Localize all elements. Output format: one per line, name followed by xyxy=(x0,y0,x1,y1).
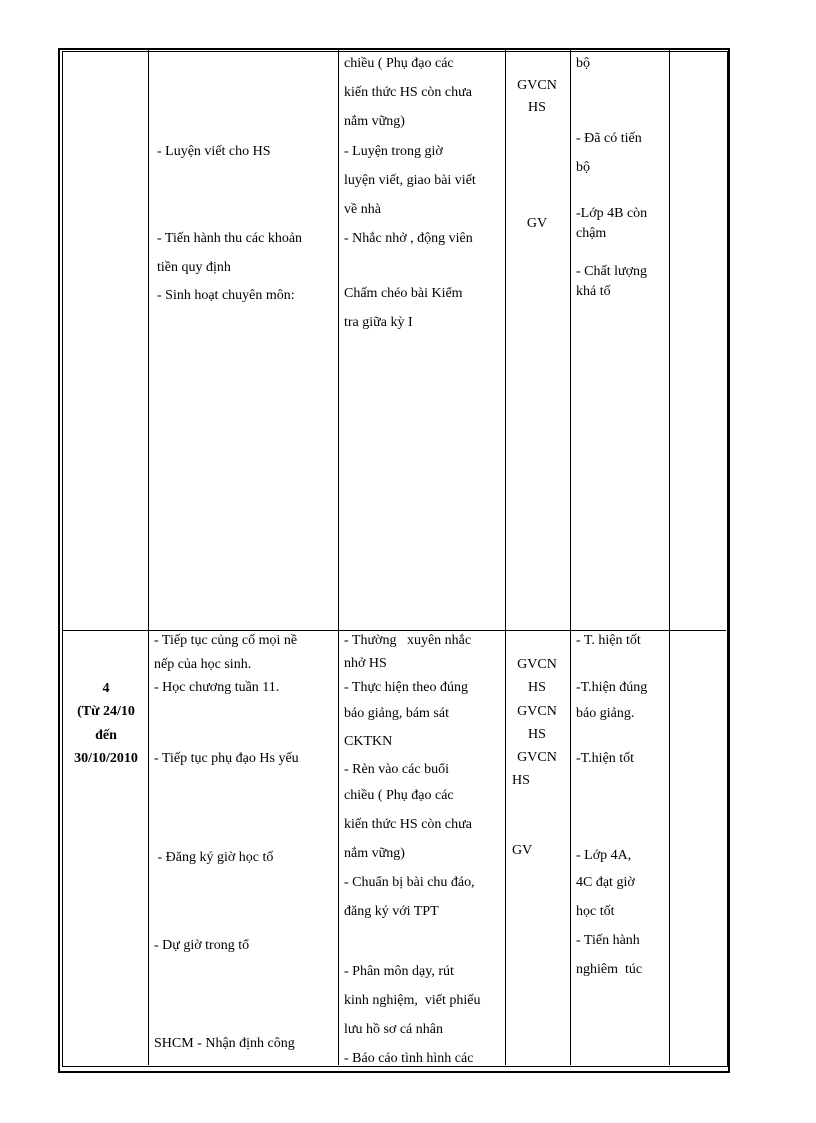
table-cell-measure: chiều ( Phụ đạo các xyxy=(344,788,454,803)
table-cell-measure: tra giữa kỳ I xyxy=(344,315,413,330)
table-cell-responsible: GV xyxy=(526,216,548,231)
table-cell-responsible: GV xyxy=(512,843,533,858)
table-cell-measure: - Chuẩn bị bài chu đáo, xyxy=(344,875,475,890)
week-number: 4 xyxy=(102,681,110,696)
table-cell-responsible: HS xyxy=(512,773,530,788)
table-cell-result: - Lớp 4A, xyxy=(576,848,632,863)
table-cell-measure: - Rèn vào các buổi xyxy=(344,762,449,777)
table-cell-measure: nắm vững) xyxy=(344,114,405,129)
table-cell-content: - Đăng ký giờ học tố xyxy=(154,850,274,865)
table-cell-content: tiền quy định xyxy=(157,260,231,275)
table-cell-measure: - Phân môn dạy, rút xyxy=(344,964,454,979)
table-cell-result: nghiêm túc xyxy=(576,962,643,977)
table-cell-content: - Tiếp tục phụ đạo Hs yếu xyxy=(154,751,299,766)
table-cell-measure: kiến thức HS còn chưa xyxy=(344,85,472,100)
table-cell-result: - T. hiện tốt xyxy=(576,633,641,648)
table-cell-measure: về nhà xyxy=(344,202,381,217)
table-cell-measure: Chấm chéo bài Kiểm xyxy=(344,286,463,301)
week-range: đến xyxy=(95,728,117,743)
table-cell-measure: - Luyện trong giờ xyxy=(344,144,443,159)
table-cell-measure: chiều ( Phụ đạo các xyxy=(344,56,454,71)
table-cell-responsible: HS xyxy=(528,100,546,115)
table-cell-measure: - Thực hiện theo đúng xyxy=(344,680,468,695)
table-cell-result: học tốt xyxy=(576,904,615,919)
table-cell-measure: - Báo cáo tình hình các xyxy=(344,1051,474,1066)
table-cell-measure: nắm vững) xyxy=(344,846,405,861)
table-cell-content: SHCM - Nhận định công xyxy=(154,1036,295,1051)
column-divider xyxy=(148,48,149,1065)
table-cell-content: - Sinh hoạt chuyên môn: xyxy=(157,288,295,303)
column-divider xyxy=(338,48,339,1065)
table-cell-responsible: GVCN xyxy=(517,704,557,719)
table-cell-result: báo giảng. xyxy=(576,706,635,721)
table-cell-content: - Luyện viết cho HS xyxy=(157,144,271,159)
row-divider xyxy=(62,630,726,631)
table-cell-measure: nhở HS xyxy=(344,656,387,671)
table-cell-measure: CKTKN xyxy=(344,734,393,749)
table-cell-result: 4C đạt giờ xyxy=(576,875,635,890)
table-cell-responsible: GVCN xyxy=(517,78,557,93)
table-cell-content: - Tiến hành thu các khoản xyxy=(157,231,303,246)
column-divider xyxy=(669,48,670,1065)
week-range: (Từ 24/10 xyxy=(77,704,135,719)
table-cell-result: -Lớp 4B còn xyxy=(576,206,648,221)
table-cell-result: bộ xyxy=(576,160,590,175)
table-cell-responsible: GVCN xyxy=(517,750,557,765)
table-cell-content: - Tiếp tục củng cố mọi nề xyxy=(154,633,298,648)
table-cell-responsible: HS xyxy=(528,727,546,742)
table-cell-result: - Đã có tiến xyxy=(576,131,642,146)
table-cell-measure: báo giảng, bám sát xyxy=(344,706,449,721)
table-cell-content: - Dự giờ trong tổ xyxy=(154,938,250,953)
table-cell-result: bộ xyxy=(576,56,590,71)
table-cell-measure: luyện viết, giao bài viết xyxy=(344,173,476,188)
table-cell-result: - Tiến hành xyxy=(576,933,640,948)
table-cell-result: khá tố xyxy=(576,284,611,299)
table-cell-measure: kiến thức HS còn chưa xyxy=(344,817,472,832)
table-cell-content: nếp của học sinh. xyxy=(154,657,252,672)
table-cell-result: -T.hiện đúng xyxy=(576,680,648,695)
table-cell-measure: đăng ký với TPT xyxy=(344,904,439,919)
table-cell-responsible: GVCN xyxy=(517,657,557,672)
table-cell-result: -T.hiện tốt xyxy=(576,751,635,766)
table-cell-measure: lưu hồ sơ cá nhân xyxy=(344,1022,443,1037)
table-cell-measure: - Thường xuyên nhắc xyxy=(344,633,472,648)
week-range: 30/10/2010 xyxy=(74,751,138,766)
table-cell-content: - Học chương tuần 11. xyxy=(154,680,280,695)
table-cell-result: - Chất lượng xyxy=(576,264,647,279)
table-cell-measure: kinh nghiệm, viết phiếu xyxy=(344,993,481,1008)
table-cell-responsible: HS xyxy=(528,680,546,695)
column-divider xyxy=(570,48,571,1065)
table-cell-measure: - Nhắc nhở , động viên xyxy=(344,231,473,246)
table-cell-result: chậm xyxy=(576,226,607,241)
column-divider xyxy=(505,48,506,1065)
